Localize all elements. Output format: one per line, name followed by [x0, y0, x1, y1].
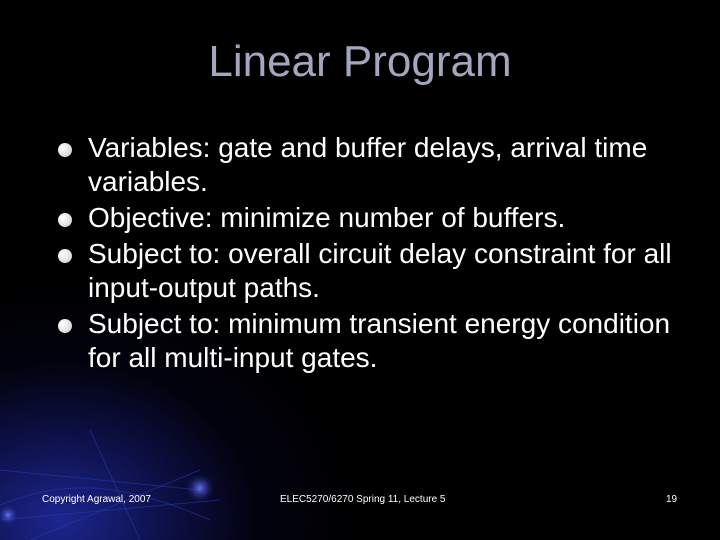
- bullet-item: [58, 307, 678, 375]
- bullet-icon: [58, 143, 72, 157]
- slide-title: Linear Program: [208, 37, 512, 86]
- footer-course: ELEC5270/6270 Spring 11, Lecture 5: [280, 494, 446, 505]
- bullet-icon: [58, 213, 72, 227]
- bullet-text: Subject to: minimum transient energy condition for all multi-input gates.: [88, 308, 671, 373]
- bullet-item: [58, 201, 678, 235]
- bullet-text: Subject to: overall circuit delay constraint for all input-output paths.: [88, 238, 672, 303]
- bullet-icon: [58, 319, 72, 333]
- bullet-text: Variables: gate and buffer delays, arrival time variables.: [88, 132, 648, 197]
- bullet-icon: [58, 249, 72, 263]
- bullet-text: Objective: minimize number of buffers.: [88, 202, 566, 233]
- bullet-item: [58, 131, 678, 199]
- bullet-item: [58, 237, 678, 305]
- page-number: 19: [666, 494, 678, 505]
- footer-copyright: Copyright Agrawal, 2007: [42, 494, 151, 505]
- bullet-list: [58, 131, 678, 377]
